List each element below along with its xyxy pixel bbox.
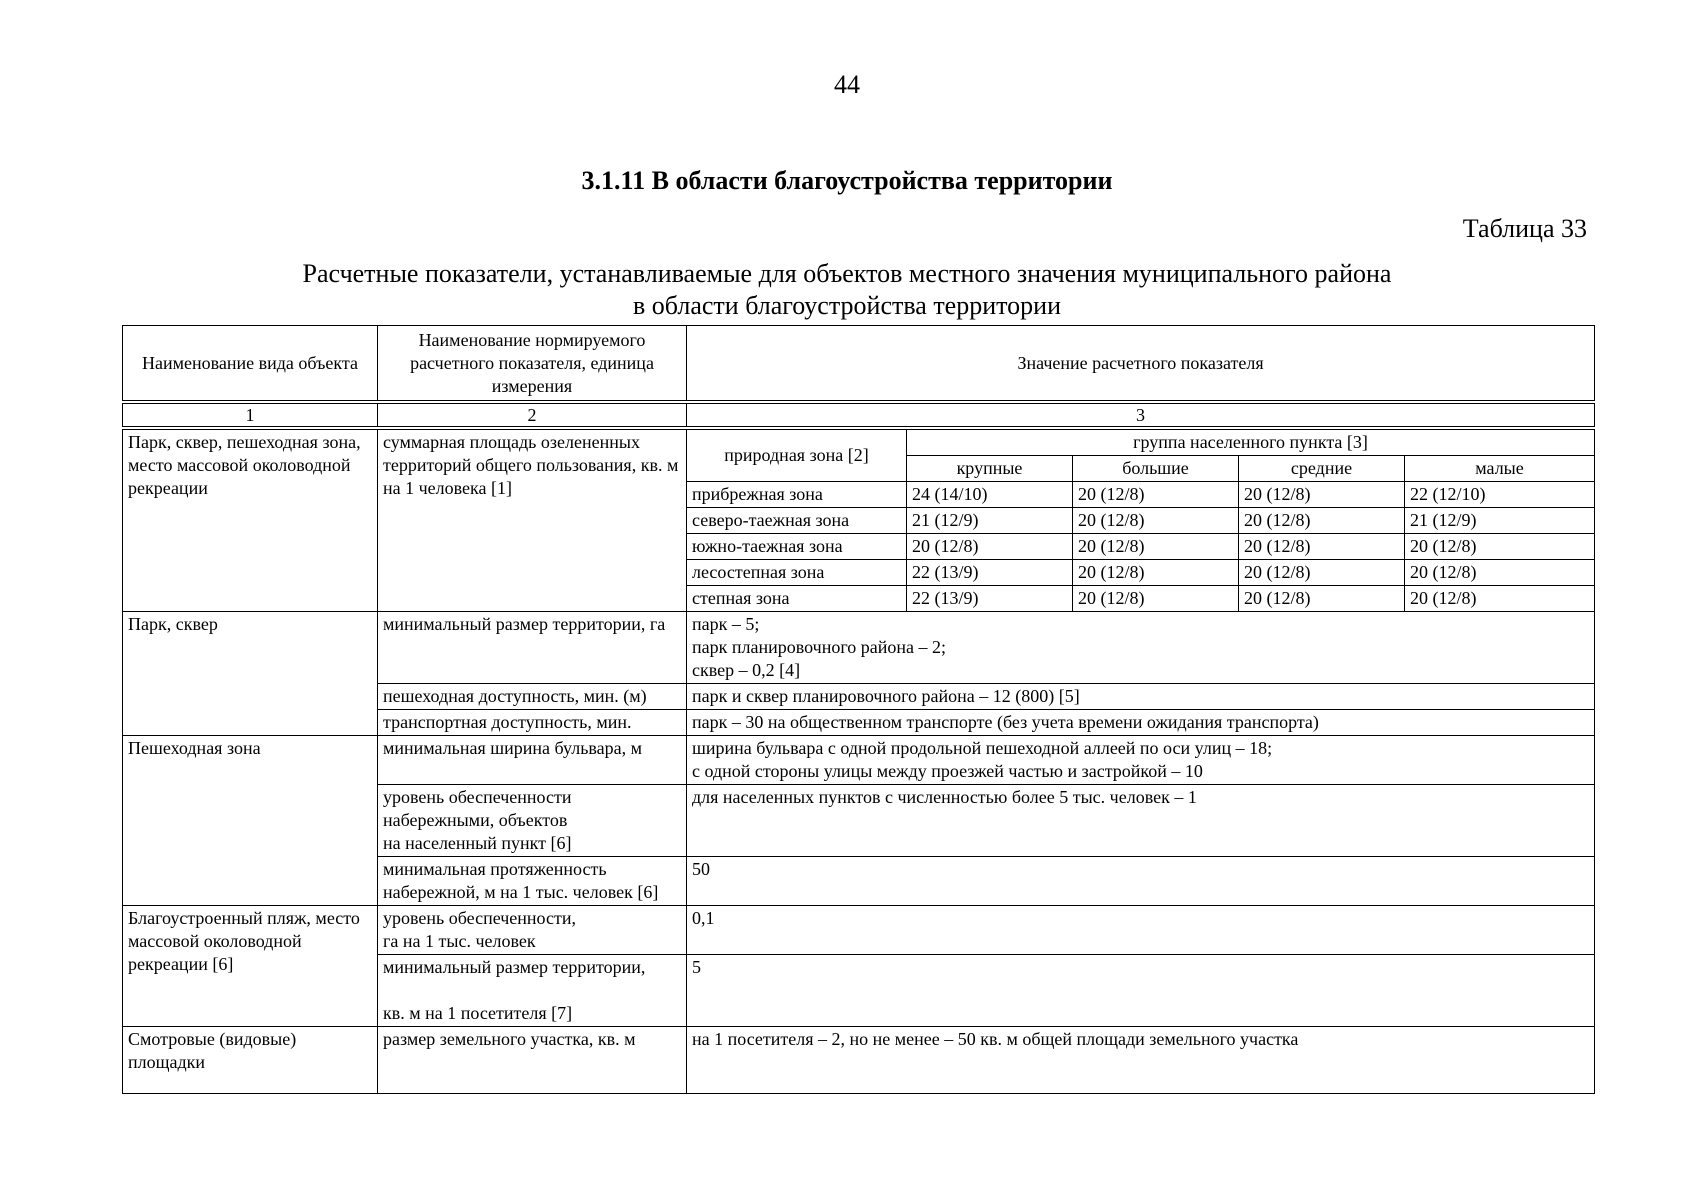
group-small: малые	[1405, 456, 1595, 482]
zone-name: северо-таежная зона	[687, 508, 907, 534]
indicator-value: парк и сквер планировочного района – 12 (800) [5]	[687, 684, 1595, 710]
zone-value: 22 (13/9)	[907, 586, 1073, 612]
zone-value: 20 (12/8)	[1073, 560, 1239, 586]
group-medium: средние	[1239, 456, 1405, 482]
zone-value: 20 (12/8)	[1239, 586, 1405, 612]
table-row	[123, 906, 1595, 955]
zone-value: 20 (12/8)	[1073, 508, 1239, 534]
column-number-3: 3	[687, 402, 1595, 428]
zone-name: лесостепная зона	[687, 560, 907, 586]
header-value: Значение расчетного показателя	[687, 326, 1595, 403]
zone-value: 20 (12/8)	[1073, 482, 1239, 508]
zone-name: степная зона	[687, 586, 907, 612]
indicator-value: 50	[687, 857, 1595, 906]
header-indicator: Наименование нормируемого расчетного показателя, единица измерения	[378, 326, 687, 403]
zone-value: 21 (12/9)	[1405, 508, 1595, 534]
group-large: крупные	[907, 456, 1073, 482]
column-number-2: 2	[378, 402, 687, 428]
table-caption	[0, 258, 1694, 322]
table-caption-line-2: в области благоустройства территории	[633, 291, 1061, 320]
object-name: Пешеходная зона	[123, 736, 378, 906]
zone-value: 22 (12/10)	[1405, 482, 1595, 508]
zone-value: 22 (13/9)	[907, 560, 1073, 586]
indicator-name: минимальный размер территории, кв. м на 1 посетителя [7]	[378, 955, 687, 1027]
settlement-group-header: группа населенного пункта [3]	[907, 428, 1595, 456]
header-object-type: Наименование вида объекта	[123, 326, 378, 403]
zone-value: 24 (14/10)	[907, 482, 1073, 508]
indicators-table	[122, 325, 1595, 1094]
table-caption-line-1: Расчетные показатели, устанавливаемые для объектов местного значения муниципального района	[302, 259, 1392, 288]
table-label: Таблица 33	[1462, 214, 1587, 243]
column-number-1: 1	[123, 402, 378, 428]
group-big: большие	[1073, 456, 1239, 482]
table-row	[123, 736, 1595, 785]
indicator-value: парк – 30 на общественном транспорте (без учета времени ожидания транспорта)	[687, 710, 1595, 736]
table-row	[123, 612, 1595, 684]
zone-value: 20 (12/8)	[907, 534, 1073, 560]
zone-value: 20 (12/8)	[1405, 560, 1595, 586]
indicator-value: парк – 5; парк планировочного района – 2; сквер – 0,2 [4]	[687, 612, 1595, 684]
indicator-name: уровень обеспеченности набережными, объектов на населенный пункт [6]	[378, 785, 687, 857]
indicator-name: уровень обеспеченности, га на 1 тыс. человек	[378, 906, 687, 955]
zone-value: 20 (12/8)	[1239, 534, 1405, 560]
table-row	[123, 1027, 1595, 1094]
zone-value: 20 (12/8)	[1405, 534, 1595, 560]
indicator-name: минимальный размер территории, га	[378, 612, 687, 684]
indicator-value: 0,1	[687, 906, 1595, 955]
indicator-value: 5	[687, 955, 1595, 1027]
indicator-name: суммарная площадь озелененных территорий общего пользования, кв. м на 1 человека [1]	[378, 428, 687, 612]
zone-value: 20 (12/8)	[1073, 586, 1239, 612]
object-name: Парк, сквер, пешеходная зона, место массовой околоводной рекреации	[123, 428, 378, 612]
zone-value: 20 (12/8)	[1405, 586, 1595, 612]
indicator-value: на 1 посетителя – 2, но не менее – 50 кв. м общей площади земельного участка	[687, 1027, 1595, 1094]
indicator-value: ширина бульвара с одной продольной пешеходной аллеей по оси улиц – 18; с одной стороны улицы между проезжей частью и застройкой – 10	[687, 736, 1595, 785]
object-name: Парк, сквер	[123, 612, 378, 736]
indicator-name: минимальная ширина бульвара, м	[378, 736, 687, 785]
zone-value: 20 (12/8)	[1239, 508, 1405, 534]
indicator-name: транспортная доступность, мин.	[378, 710, 687, 736]
indicator-name: пешеходная доступность, мин. (м)	[378, 684, 687, 710]
zone-name: южно-таежная зона	[687, 534, 907, 560]
indicator-name: минимальная протяженность набережной, м на 1 тыс. человек [6]	[378, 857, 687, 906]
section-heading: 3.1.11 В области благоустройства территории	[581, 166, 1113, 195]
column-number-row	[123, 402, 1595, 428]
indicator-name: размер земельного участка, кв. м	[378, 1027, 687, 1094]
object-name: Смотровые (видовые) площадки	[123, 1027, 378, 1094]
zone-value: 20 (12/8)	[1073, 534, 1239, 560]
natural-zone-header: природная зона [2]	[687, 428, 907, 482]
object-name: Благоустроенный пляж, место массовой околоводной рекреации [6]	[123, 906, 378, 1027]
zone-name: прибрежная зона	[687, 482, 907, 508]
table-row	[123, 428, 1595, 456]
page-number: 44	[834, 70, 860, 99]
zone-value: 20 (12/8)	[1239, 560, 1405, 586]
zone-value: 20 (12/8)	[1239, 482, 1405, 508]
zone-value: 21 (12/9)	[907, 508, 1073, 534]
table-header-row	[123, 326, 1595, 403]
indicator-value: для населенных пунктов с численностью более 5 тыс. человек – 1	[687, 785, 1595, 857]
